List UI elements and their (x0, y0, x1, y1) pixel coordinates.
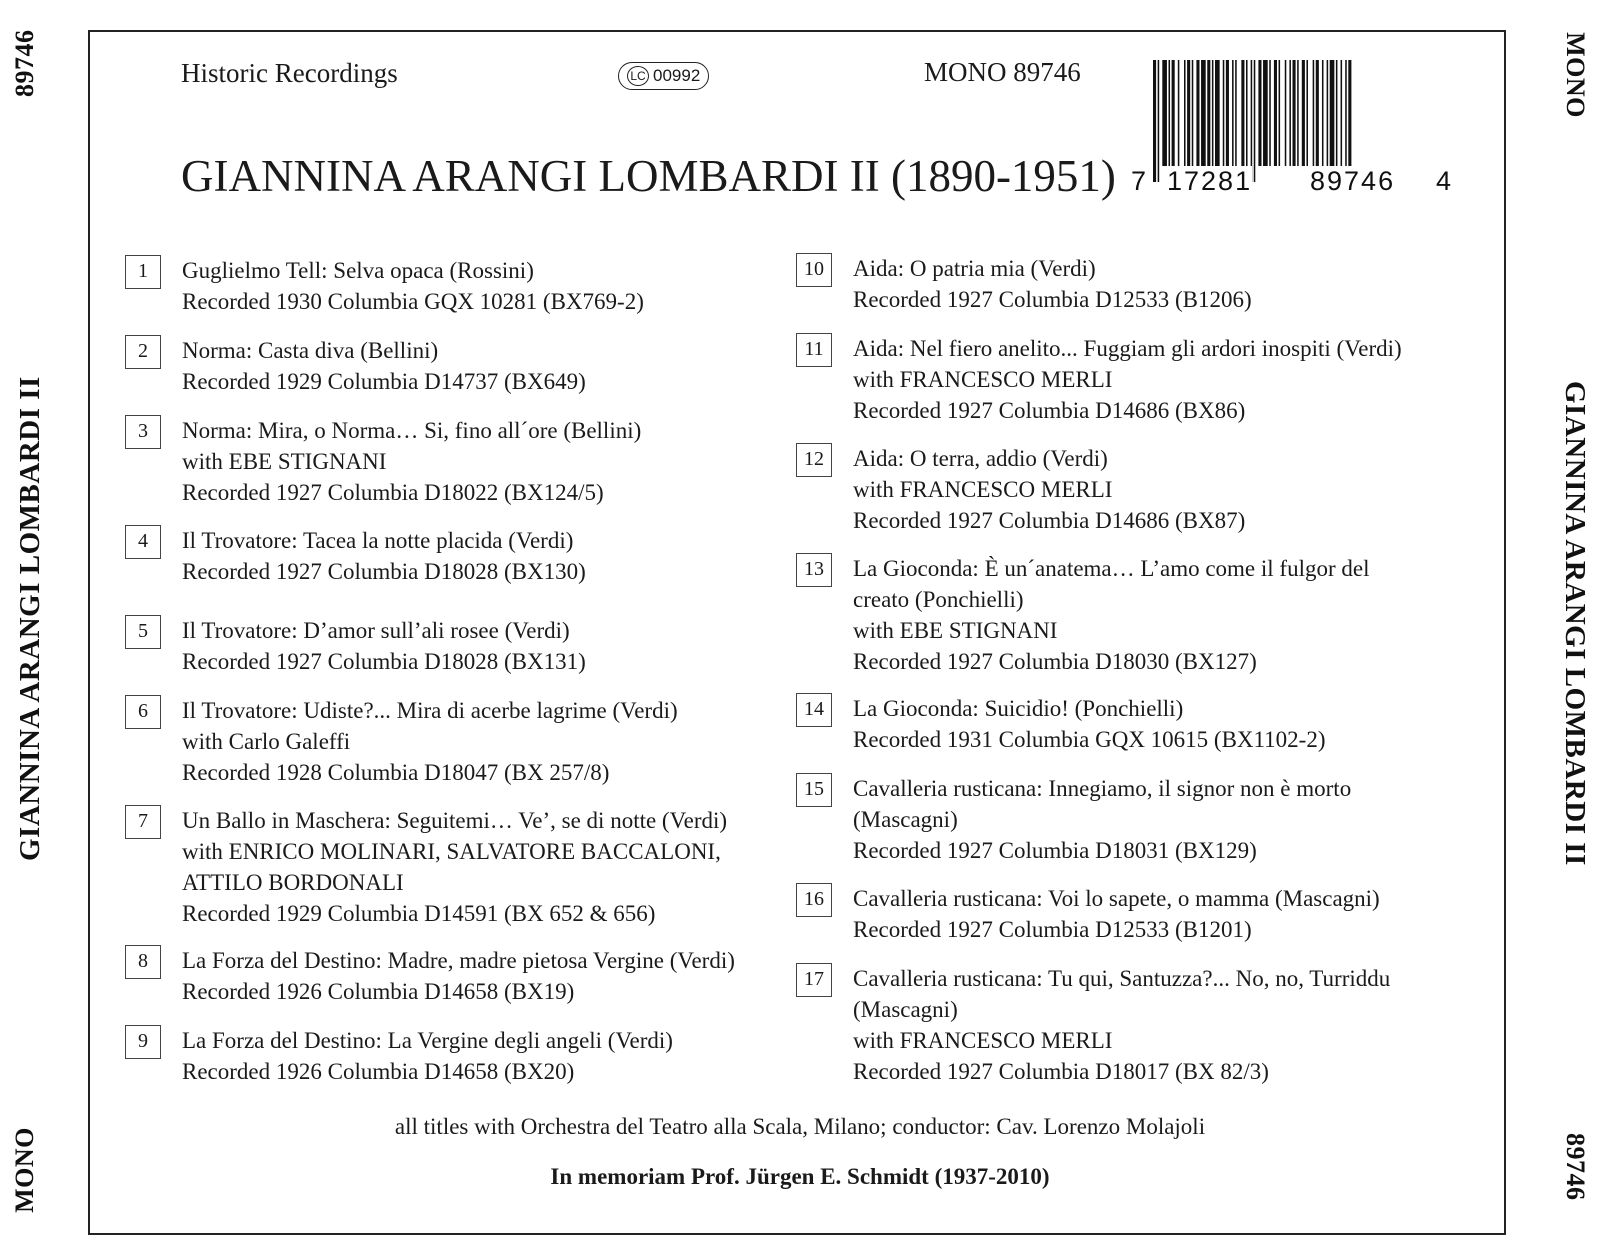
track-number: 16 (796, 883, 832, 917)
track-info-line: with Carlo Galeffi (182, 729, 351, 754)
track-number: 15 (796, 773, 832, 807)
series-label: Historic Recordings (181, 58, 398, 88)
barcode-last-digit: 4 (1436, 166, 1452, 196)
track-title: Cavalleria rusticana: Tu qui, Santuzza?... No, no, Turriddu (853, 966, 1391, 991)
barcode-bar (1274, 60, 1277, 166)
track-number: 1 (125, 255, 161, 289)
track-info-line: Recorded 1927 Columbia D12533 (B1201) (853, 917, 1252, 942)
track-title: Aida: O patria mia (Verdi) (853, 256, 1096, 281)
track-details (182, 1025, 673, 1087)
track-number: 6 (125, 695, 161, 729)
track-title: Cavalleria rusticana: Voi lo sapete, o mamma (Mascagni) (853, 886, 1380, 911)
track-number: 13 (796, 553, 832, 587)
track-info-line: Recorded 1927 Columbia D18028 (BX131) (182, 649, 586, 674)
track-info-line: Recorded 1929 Columbia D14737 (BX649) (182, 369, 586, 394)
barcode-bar (1289, 60, 1291, 166)
track-details (853, 253, 1252, 315)
album-title: GIANNINA ARANGI LOMBARDI II (1890-1951) (181, 151, 1116, 201)
barcode-bar (1196, 60, 1199, 166)
barcode-bar (1316, 60, 1319, 166)
spine-left-mono: MONO (10, 1127, 39, 1213)
barcode-bar (1201, 60, 1206, 166)
track-details (853, 333, 1402, 426)
track-info-line: Recorded 1927 Columbia D12533 (B1206) (853, 287, 1252, 312)
track-info-line: (Mascagni) (853, 807, 958, 832)
track-info-line: with FRANCESCO MERLI (853, 477, 1113, 502)
barcode-bar (1235, 60, 1237, 166)
barcode-bar (1293, 60, 1296, 166)
track-info-line: Recorded 1927 Columbia D14686 (BX86) (853, 398, 1246, 423)
track-info-line: Recorded 1929 Columbia D14591 (BX 652 & 656) (182, 901, 656, 926)
track-info-line: with EBE STIGNANI (182, 449, 387, 474)
track-info-line: Recorded 1927 Columbia D14686 (BX87) (853, 508, 1246, 533)
track-info-line: with EBE STIGNANI (853, 618, 1058, 643)
barcode-bar (1232, 60, 1234, 166)
orchestra-note: all titles with Orchestra del Teatro alla Scala, Milano; conductor: Cav. Lorenzo Molajoli (394, 1114, 1206, 1139)
track-info-line: Recorded 1927 Columbia D18022 (BX124/5) (182, 480, 604, 505)
track-details (853, 963, 1390, 1087)
track-info-line: with FRANCESCO MERLI (853, 1028, 1113, 1053)
track-title: La Forza del Destino: La Vergine degli angeli (Verdi) (182, 1028, 673, 1053)
track-details (182, 945, 735, 1007)
barcode-bar (1322, 60, 1324, 166)
barcode-bar (1327, 60, 1329, 166)
barcode-right-group: 89746 (1310, 166, 1396, 196)
barcode-bar (1212, 60, 1214, 166)
track-info-line: with ENRICO MOLINARI, SALVATORE BACCALONI, (182, 839, 721, 864)
track-title: Cavalleria rusticana: Innegiamo, il signor non è morto (853, 776, 1352, 801)
track-number: 11 (796, 333, 832, 367)
track-info-line: Recorded 1931 Columbia GQX 10615 (BX1102-2) (853, 727, 1326, 752)
barcode-bar (1341, 60, 1343, 166)
spine-right-mono: MONO (1561, 32, 1590, 118)
track-title: La Gioconda: Suicidio! (Ponchielli) (853, 696, 1184, 721)
track-info-line: ATTILO BORDONALI (182, 870, 404, 895)
spine-left-catalog: 89746 (10, 29, 39, 97)
track-details (182, 415, 641, 508)
track-title: Norma: Mira, o Norma… Si, fino all´ore (Bellini) (182, 418, 642, 443)
barcode-bar (1207, 60, 1210, 166)
track-number: 14 (796, 693, 832, 727)
barcode-bar (1263, 60, 1268, 166)
track-title: Il Trovatore: D’amor sull’ali rosee (Verdi) (182, 618, 570, 643)
track-number: 8 (125, 945, 161, 979)
barcode-bar (1153, 60, 1156, 182)
track-details (182, 615, 586, 677)
track-info-line: creato (Ponchielli) (853, 587, 1024, 612)
barcode-left-group: 17281 (1167, 166, 1253, 196)
barcode-bar (1184, 60, 1186, 166)
barcode-icon (1153, 60, 1435, 182)
track-title: Guglielmo Tell: Selva opaca (Rossini) (182, 258, 534, 283)
track-info-line: Recorded 1928 Columbia D18047 (BX 257/8) (182, 760, 610, 785)
label-code: 00992 (653, 66, 701, 85)
label-code-badge (618, 62, 709, 90)
track-details (182, 255, 644, 317)
catalog-number: MONO 89746 (924, 57, 1081, 87)
barcode-bar (1302, 60, 1305, 166)
barcode-bar (1330, 60, 1335, 166)
barcode-bar (1306, 60, 1308, 166)
barcode-bar (1254, 60, 1256, 182)
track-info-line: Recorded 1926 Columbia D14658 (BX20) (182, 1059, 575, 1084)
barcode-bar (1178, 60, 1180, 166)
track-number: 17 (796, 963, 832, 997)
track-title: Il Trovatore: Udiste?... Mira di acerbe lagrime (Verdi) (182, 698, 678, 723)
lc-logo-icon: LC (627, 66, 649, 86)
barcode-bar (1313, 60, 1315, 166)
track-info-line: Recorded 1927 Columbia D18031 (BX129) (853, 838, 1257, 863)
track-details (853, 693, 1326, 755)
track-details (853, 773, 1351, 866)
track-title: Un Ballo in Maschera: Seguitemi… Ve’, se di notte (Verdi) (182, 808, 728, 833)
barcode-bar (1172, 60, 1175, 166)
barcode-bar (1187, 60, 1190, 166)
barcode-bar (1162, 60, 1167, 166)
barcode-bar (1279, 60, 1281, 166)
track-info-line: with FRANCESCO MERLI (853, 367, 1113, 392)
track-number: 9 (125, 1025, 161, 1059)
track-info-line: Recorded 1927 Columbia D18030 (BX127) (853, 649, 1257, 674)
barcode-bar (1345, 60, 1347, 182)
track-number: 3 (125, 415, 161, 449)
track-title: Norma: Casta diva (Bellini) (182, 338, 439, 363)
track-info-line: Recorded 1927 Columbia D18028 (BX130) (182, 559, 586, 584)
barcode-bar (1336, 60, 1338, 166)
barcode-bar (1169, 60, 1171, 166)
track-info-line: Recorded 1926 Columbia D14658 (BX19) (182, 979, 575, 1004)
barcode-bar (1348, 60, 1351, 182)
barcode-bar (1192, 60, 1194, 166)
barcode-bar (1258, 60, 1261, 166)
track-details (182, 695, 678, 788)
barcode-bar (1285, 60, 1287, 166)
track-title: La Forza del Destino: Madre, madre pietosa Vergine (Verdi) (182, 948, 735, 973)
track-number: 10 (796, 253, 832, 287)
track-title: Aida: O terra, addio (Verdi) (853, 446, 1108, 471)
spine-left-title: GIANNINA ARANGI LOMBARDI II (14, 376, 46, 861)
track-number: 4 (125, 525, 161, 559)
track-number: 2 (125, 335, 161, 369)
track-details (853, 443, 1245, 536)
track-number: 12 (796, 443, 832, 477)
barcode-bar (1246, 60, 1248, 166)
track-details (182, 525, 586, 587)
track-details (182, 335, 586, 397)
memoriam-dedication: In memoriam Prof. Jürgen E. Schmidt (1937-2010) (550, 1164, 1050, 1189)
track-title: Aida: Nel fiero anelito... Fuggiam gli ardori inospiti (Verdi) (853, 336, 1402, 361)
barcode-bar (1241, 60, 1244, 166)
track-details (853, 883, 1380, 945)
track-number: 7 (125, 805, 161, 839)
track-info-line: (Mascagni) (853, 997, 958, 1022)
track-title: La Gioconda: È un´anatema… L’amo come il fulgor del (853, 556, 1370, 581)
barcode-bar (1251, 60, 1253, 182)
barcode-bar (1223, 60, 1225, 166)
track-details (853, 553, 1369, 677)
barcode-bar (1158, 60, 1160, 182)
track-info-line: Recorded 1927 Columbia D18017 (BX 82/3) (853, 1059, 1269, 1084)
track-info-line: Recorded 1930 Columbia GQX 10281 (BX769-2) (182, 289, 644, 314)
barcode-first-digit: 7 (1131, 166, 1147, 196)
barcode-bar (1215, 60, 1220, 166)
spine-right-title: GIANNINA ARANGI LOMBARDI II (1559, 381, 1591, 866)
track-title: Il Trovatore: Tacea la notte placida (Verdi) (182, 528, 574, 553)
barcode-bar (1269, 60, 1271, 166)
track-number: 5 (125, 615, 161, 649)
barcode-bar (1297, 60, 1299, 166)
barcode-bar (1226, 60, 1229, 166)
spine-right-catalog: 89746 (1561, 1133, 1590, 1201)
track-details (182, 805, 727, 929)
